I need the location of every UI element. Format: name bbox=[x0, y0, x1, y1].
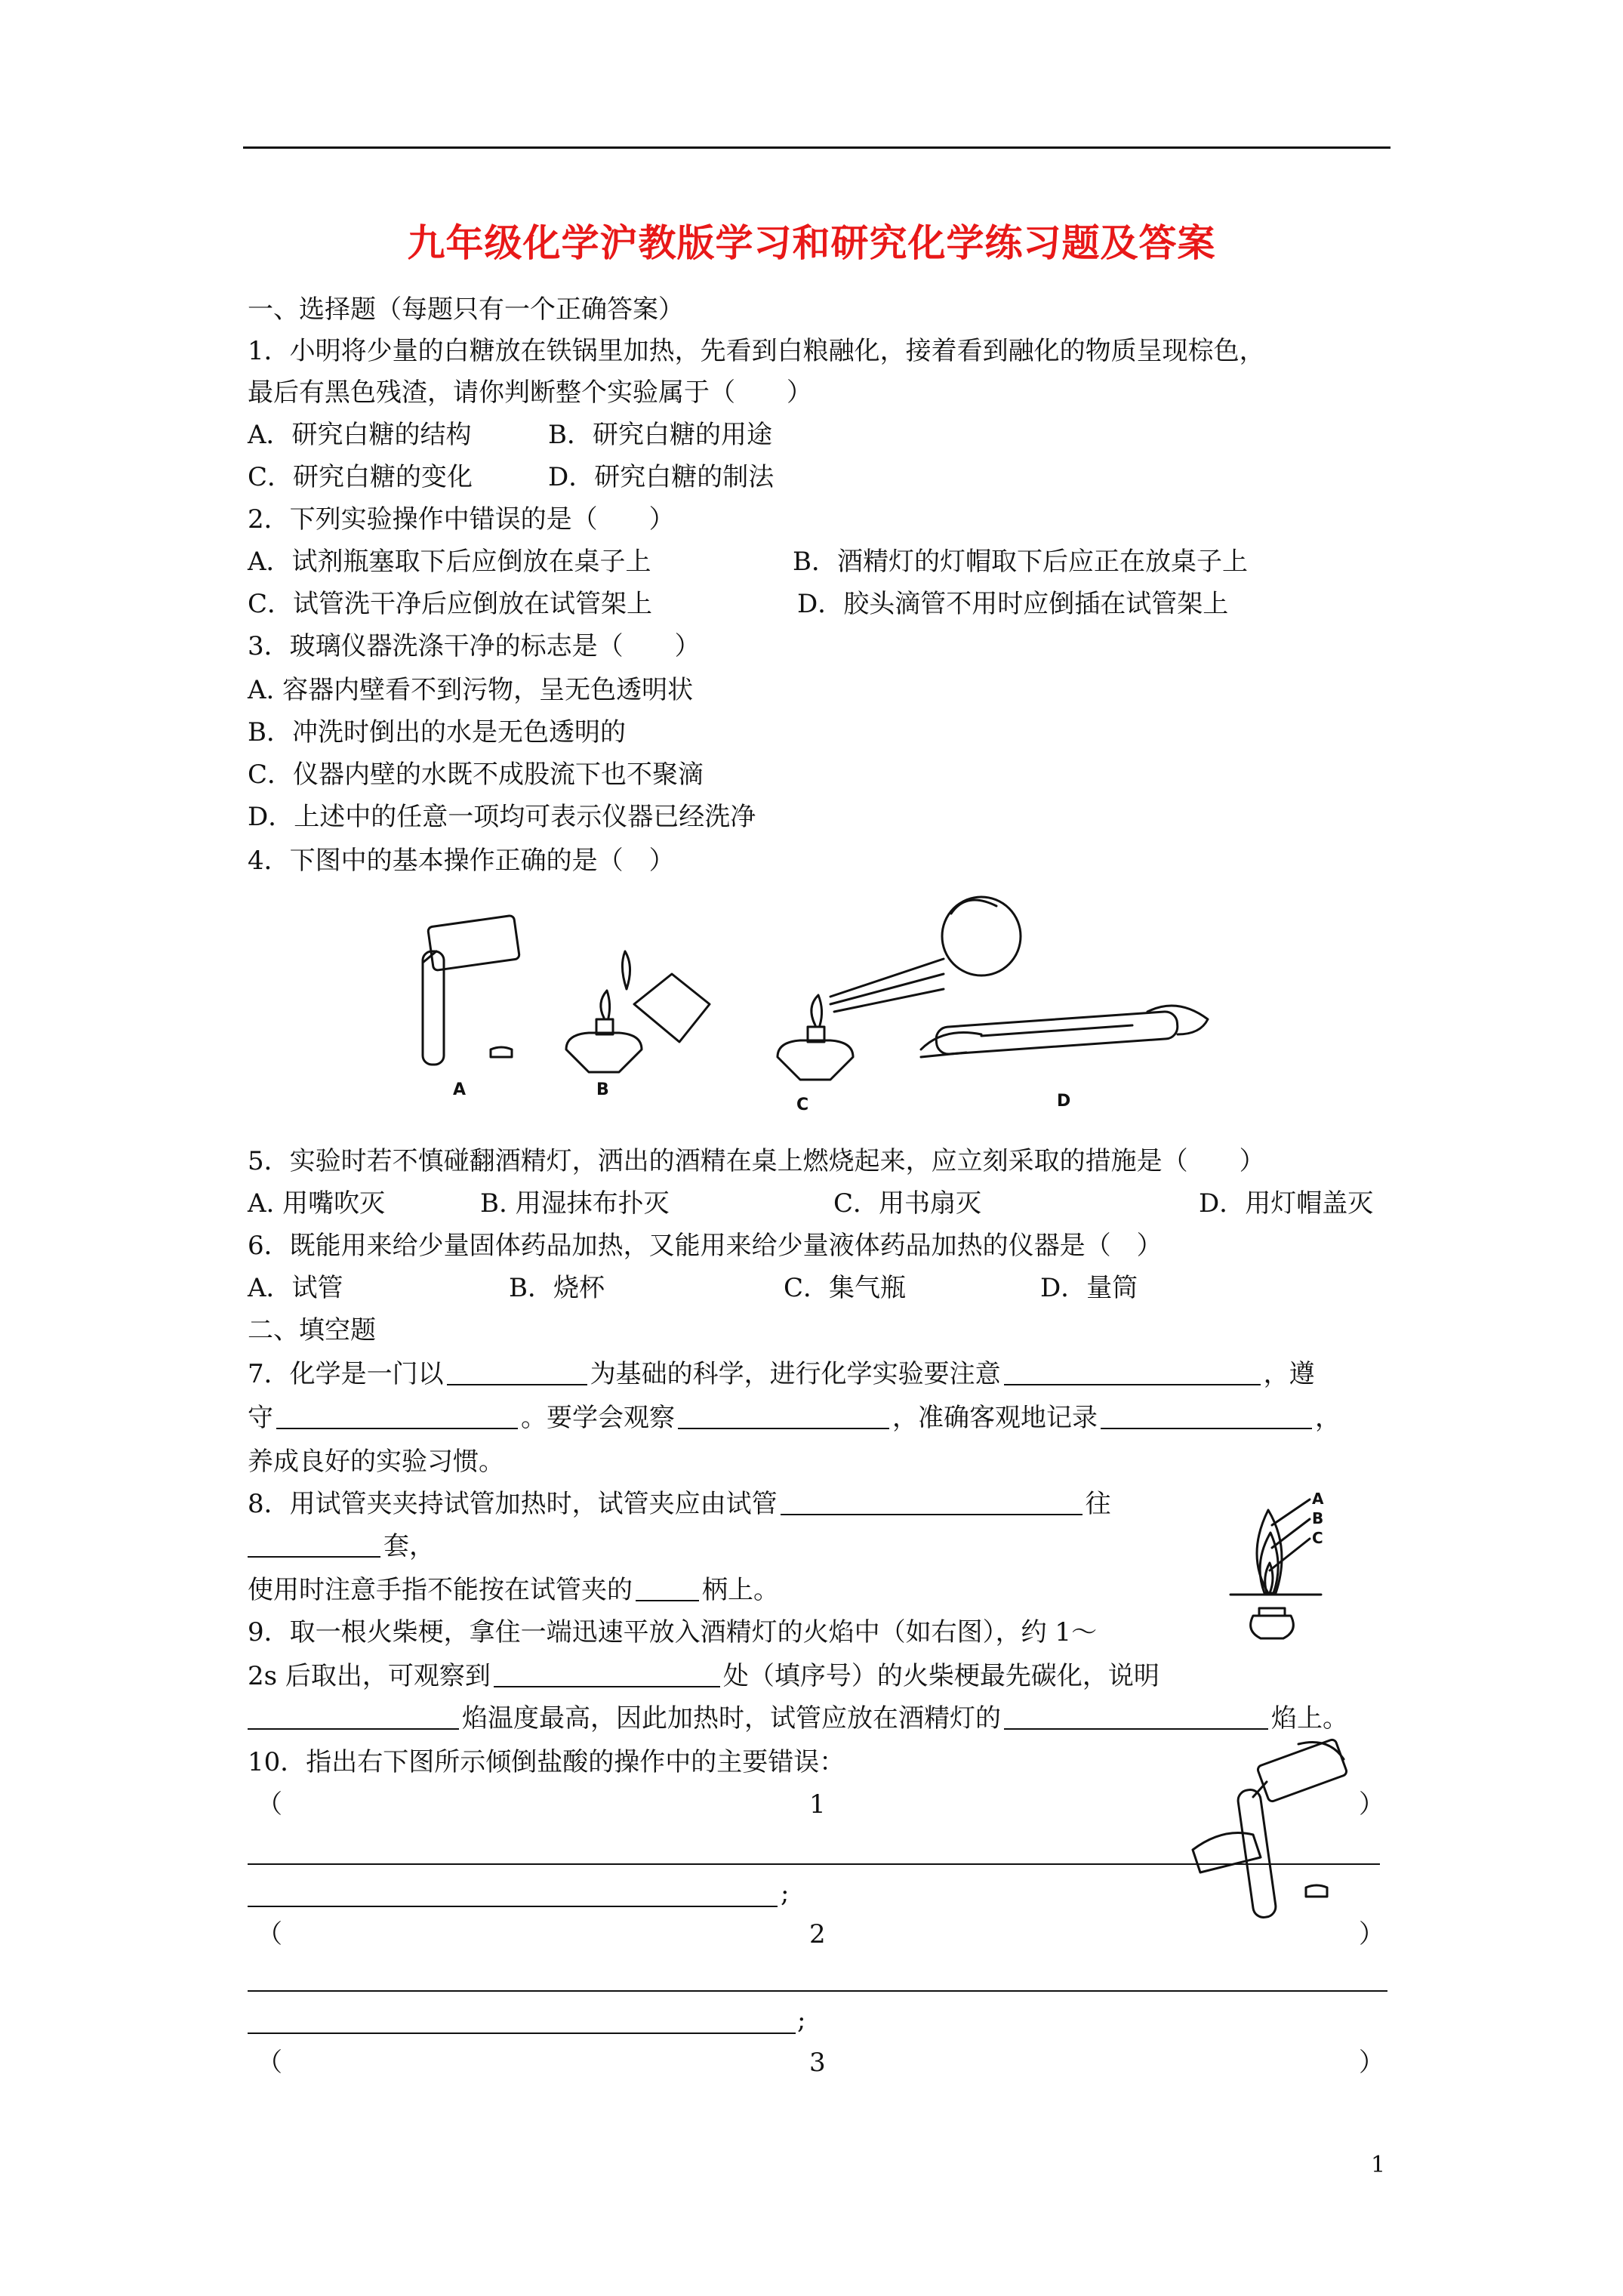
q9-text-2: 2s 后取出，可观察到 bbox=[248, 1661, 491, 1691]
section-heading-fill: 二、填空题 bbox=[248, 1315, 376, 1345]
q5-option-c: C．用书扇灭 bbox=[833, 1188, 982, 1219]
q6-stem: 6．既能用来给少量固体药品加热，又能用来给少量液体药品加热的仪器是（ ） bbox=[248, 1231, 1163, 1261]
q3-option-a: A. 容器内壁看不到污物，呈无色透明状 bbox=[248, 675, 694, 705]
page-title: 九年级化学沪教版学习和研究化学练习题及答案 bbox=[407, 220, 1216, 265]
flame-label-c: C bbox=[1312, 1529, 1323, 1547]
q10-stem: 10．指出右下图所示倾倒盐酸的操作中的主要错误： bbox=[248, 1747, 845, 1777]
q7-line2 bbox=[248, 1401, 1341, 1435]
q7-blank-5[interactable] bbox=[1101, 1402, 1312, 1429]
q9-line3 bbox=[248, 1702, 1348, 1735]
q2-option-b: B．酒精灯的灯帽取下后应正在放桌子上 bbox=[793, 547, 1248, 577]
q1-option-c: C．研究白糖的变化 bbox=[248, 462, 473, 492]
q10-paren-close-3: ） bbox=[1359, 2048, 1384, 2078]
q5-stem: 5．实验时若不慎碰翻酒精灯，洒出的酒精在桌上燃烧起来，应立刻采取的措施是（ ） bbox=[248, 1146, 1265, 1176]
q8-text-3: 套， bbox=[383, 1531, 435, 1561]
q7-text-5: 。要学会观察 bbox=[521, 1403, 675, 1433]
header-rule bbox=[243, 146, 1390, 149]
q8-blank-1[interactable] bbox=[781, 1488, 1083, 1515]
q6-option-c: C．集气瓶 bbox=[784, 1273, 907, 1303]
q7-text-7: ， bbox=[1315, 1403, 1341, 1433]
q8-text-5: 柄上。 bbox=[702, 1575, 779, 1605]
q7-text-6: ，准确客观地记录 bbox=[892, 1403, 1098, 1433]
q6-option-a: A．试管 bbox=[248, 1273, 343, 1303]
q10-paren-open-2: （ bbox=[257, 1919, 282, 1949]
figure-d-paper-trough bbox=[921, 1006, 1208, 1111]
q10-answer-line-2a[interactable] bbox=[248, 1990, 1387, 1992]
flame-label-b: B bbox=[1312, 1509, 1324, 1527]
q1-stem-line1: 1．小明将少量的白糖放在铁锅里加热，先看到白粮融化，接着看到融化的物质呈现棕色， bbox=[248, 336, 1265, 366]
q3-option-d: D．上述中的任意一项均可表示仪器已经洗净 bbox=[248, 802, 756, 832]
q10-paren-close-2: ） bbox=[1359, 1919, 1384, 1949]
q10-num-2: 2 bbox=[809, 1919, 826, 1949]
q5-option-b: B. 用湿抹布扑灭 bbox=[480, 1188, 670, 1219]
q7-blank-2[interactable] bbox=[1004, 1358, 1261, 1385]
q8-blank-3[interactable] bbox=[636, 1574, 699, 1601]
figure-c-blowing bbox=[778, 897, 1021, 1114]
figure-label-c: C bbox=[796, 1096, 809, 1114]
q9-blank-1[interactable] bbox=[494, 1660, 720, 1687]
q9-line2 bbox=[248, 1660, 1160, 1693]
q10-figure bbox=[1163, 1737, 1359, 1933]
q2-option-c: C．试管洗干净后应倒放在试管架上 bbox=[248, 589, 653, 619]
q5-option-a: A. 用嘴吹灭 bbox=[248, 1188, 386, 1219]
q7-blank-4[interactable] bbox=[678, 1402, 889, 1429]
q8-text-1: 8．用试管夹夹持试管加热时，试管夹应由试管 bbox=[248, 1489, 778, 1519]
q5-option-d: D．用灯帽盖灭 bbox=[1199, 1188, 1374, 1219]
q8-text-4: 使用时注意手指不能按在试管夹的 bbox=[248, 1575, 633, 1605]
figure-b-lamp-to-lamp bbox=[566, 951, 710, 1099]
q8-line3 bbox=[248, 1573, 779, 1607]
q10-paren-open-3: （ bbox=[257, 2048, 282, 2078]
figure-a-pouring bbox=[423, 915, 519, 1099]
q4-stem: 4．下图中的基本操作正确的是（ ） bbox=[248, 846, 675, 876]
q4-figure bbox=[377, 891, 1223, 1117]
q1-option-d: D．研究白糖的制法 bbox=[548, 462, 775, 492]
figure-label-b: B bbox=[596, 1080, 609, 1099]
q2-stem: 2．下列实验操作中错误的是（ ） bbox=[248, 504, 675, 535]
q8-text-2: 往 bbox=[1085, 1489, 1111, 1519]
q8-blank-2[interactable] bbox=[248, 1530, 380, 1558]
q1-stem-line2: 最后有黑色残渣，请你判断整个实验属于（ ） bbox=[248, 378, 812, 408]
q10-paren-close-1: ） bbox=[1359, 1789, 1384, 1820]
q8-line1 bbox=[248, 1487, 1111, 1521]
q7-blank-1[interactable] bbox=[447, 1358, 587, 1385]
q8-line2 bbox=[248, 1530, 435, 1563]
q10-paren-open-1: （ bbox=[257, 1789, 282, 1820]
q7-text-4: 守 bbox=[248, 1403, 273, 1433]
q7-text-3: ，遵 bbox=[1263, 1359, 1315, 1389]
q7-text-2: 为基础的科学，进行化学实验要注意 bbox=[590, 1359, 1001, 1389]
q6-option-d: D．量筒 bbox=[1040, 1273, 1138, 1303]
q7-text-1: 7．化学是一门以 bbox=[248, 1359, 444, 1389]
page-number: 1 bbox=[1371, 2152, 1386, 2178]
q9-line1: 9．取一根火柴梗，拿住一端迅速平放入酒精灯的火焰中（如右图），约 1～ bbox=[248, 1617, 1098, 1647]
q2-option-a: A．试剂瓶塞取下后应倒放在桌子上 bbox=[248, 547, 651, 577]
q9-text-4: 焰温度最高，因此加热时，试管应放在酒精灯的 bbox=[462, 1703, 1001, 1734]
figure-label-a: A bbox=[453, 1080, 467, 1099]
q3-option-c: C．仪器内壁的水既不成股流下也不聚滴 bbox=[248, 760, 704, 790]
q10-num-1: 1 bbox=[809, 1789, 826, 1820]
q3-stem: 3．玻璃仪器洗涤干净的标志是（ ） bbox=[248, 631, 701, 661]
q10-semicolon-1: ; bbox=[781, 1878, 790, 1909]
q7-blank-3[interactable] bbox=[276, 1402, 518, 1429]
q10-answer-line-1b[interactable] bbox=[248, 1906, 778, 1907]
q2-option-d: D．胶头滴管不用时应倒插在试管架上 bbox=[797, 589, 1229, 619]
flame-label-a: A bbox=[1312, 1490, 1324, 1508]
section-heading-choice: 一、选择题（每题只有一个正确答案） bbox=[248, 294, 684, 325]
q3-option-b: B．冲洗时倒出的水是无色透明的 bbox=[248, 717, 626, 747]
q7-line1 bbox=[248, 1358, 1315, 1391]
q10-answer-line-2b[interactable] bbox=[248, 2032, 796, 2034]
q9-text-5: 焰上。 bbox=[1271, 1703, 1348, 1734]
q1-option-a: A．研究白糖的结构 bbox=[248, 420, 472, 450]
q9-blank-2[interactable] bbox=[248, 1703, 459, 1730]
flame-figure bbox=[1223, 1480, 1412, 1653]
q7-line3: 养成良好的实验习惯。 bbox=[248, 1447, 504, 1477]
figure-label-d: D bbox=[1057, 1092, 1071, 1111]
q1-option-b: B．研究白糖的用途 bbox=[548, 420, 772, 450]
q10-semicolon-2: ; bbox=[797, 2005, 806, 2036]
q6-option-b: B．烧杯 bbox=[509, 1273, 605, 1303]
q10-num-3: 3 bbox=[809, 2048, 826, 2078]
q9-blank-3[interactable] bbox=[1004, 1703, 1268, 1730]
q9-text-3: 处（填序号）的火柴梗最先碳化，说明 bbox=[722, 1661, 1160, 1691]
